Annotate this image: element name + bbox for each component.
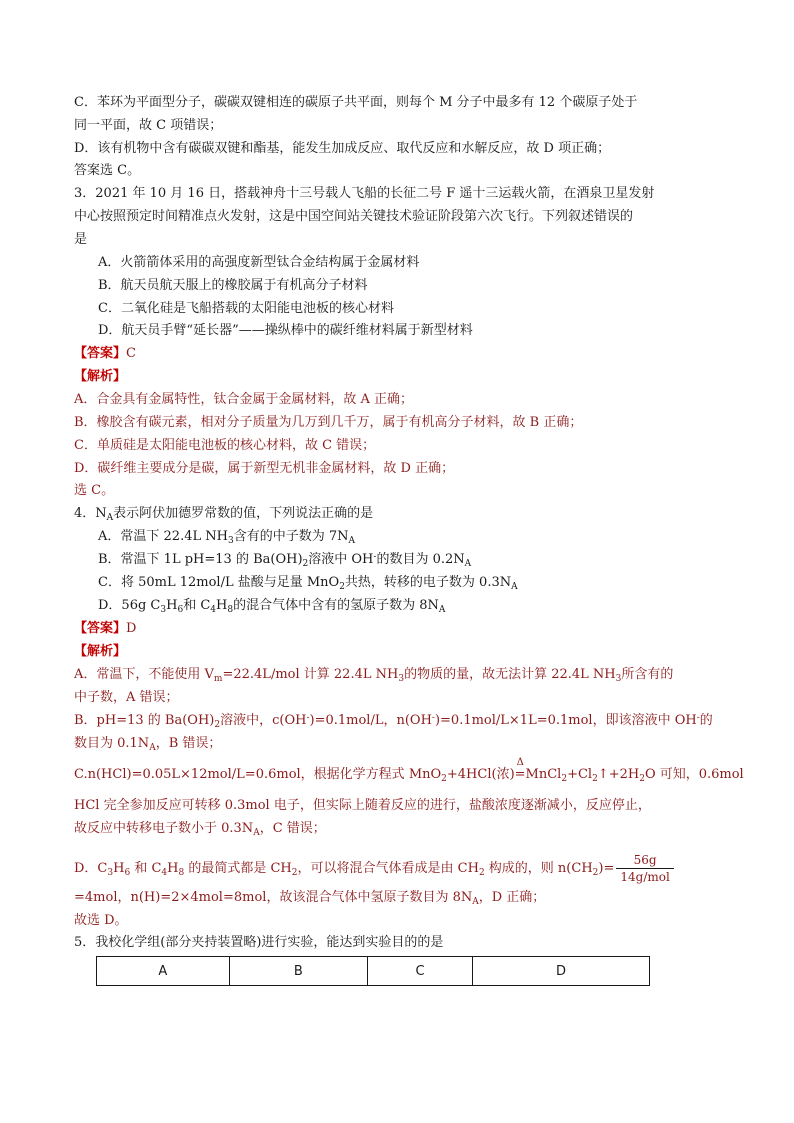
question-3-stem: 3．2021 年 10 月 16 日，搭载神舟十三号载人飞船的长征二号 F 遥十三运载火箭，在酒泉卫星发射 <box>74 186 655 201</box>
analysis-line: HCl 完全参加反应可转移 0.3mol 电子，但实际上随着反应的进行，盐酸浓度逐渐减小，反应停止， <box>74 798 651 813</box>
answer-label: 【答案】 <box>74 346 127 361</box>
table-header-cell: B <box>229 957 367 986</box>
answer-line: 答案选 C。 <box>74 163 141 178</box>
heat-symbol: Δ =MnCl <box>514 757 562 782</box>
question-4-option-b: B．常温下 1L pH=13 的 $Ba(OH)_2$溶液中 OH-的数目为 $0.2N_A$ <box>98 552 472 569</box>
question-3-stem: 中心按照预定时间精准点火发射，这是中国空间站关键技术验证阶段第六次飞行。下列叙述错误的 <box>74 209 634 224</box>
table-header-cell: C <box>367 957 472 986</box>
question-4-option-d: D．56g $C_3H_6$和 $C_4H_8$的混合气体中含有的氢原子数为 $8N_A$ <box>98 598 446 615</box>
table-header-cell: A <box>97 957 230 986</box>
analysis-line: A．常温下，不能使用 $V_m=22.4L$/mol 计算 22.4L $NH_3$的物质的量，故无法计算 22.4L $NH_3$所含有的 <box>74 667 674 684</box>
options-table <box>96 956 650 986</box>
question-3-stem: 是 <box>74 232 88 247</box>
answer-value: C <box>126 346 136 361</box>
answer-row <box>74 620 136 638</box>
answer-value: D <box>126 621 137 636</box>
analysis-mark: 【解析】 <box>74 369 127 384</box>
question-3-option-c: C．二氧化硅是飞船搭载的太阳能电池板的核心材料 <box>98 301 394 316</box>
analysis-line: 数目为 $0.1N_A$，B 错误； <box>74 736 222 753</box>
table-header-cell: D <box>473 957 650 986</box>
analysis-line: =4mol，n(H)=2×4mol=8mol，故该混合气体中氢原子数目为 $8N_A$，D 正确； <box>74 890 546 907</box>
explanation-line: D．该有机物中含有碳碳双键和酯基，能发生加成反应、取代反应和水解反应，故 D 项正确； <box>74 141 611 156</box>
analysis-conclusion: 故选 D。 <box>74 913 128 928</box>
analysis-line: 故反应中转移电子数小于 $0.3N_A$，C 错误； <box>74 821 326 838</box>
analysis-line: B．pH=13 的 $Ba(OH)_2$溶液中，c(OH-)=0.1mol/L，n(OH-)=0.1mol/L×1L=0.1mol，即该溶液中 OH-的 <box>74 713 713 730</box>
answer-row <box>74 345 136 363</box>
question-4-option-a: A．常温下 22.4L $NH_3$含有的中子数为 $7N_A$ <box>98 529 355 546</box>
question-3-option-b: B．航天员航天服上的橡胶属于有机高分子材料 <box>98 278 368 293</box>
question-4-stem: 4．$N_A$表示阿伏加德罗常数的值，下列说法正确的是 <box>74 506 374 523</box>
fraction: $\frac{56g}{\text{14g/mol}}$ <box>616 852 673 885</box>
analysis-line: C．单质硅是太阳能电池板的核心材料，故 C 错误； <box>74 438 376 453</box>
question-3-option-a: A．火箭箭体采用的高强度新型钛合金结构属于金属材料 <box>98 255 420 270</box>
question-4-option-c: C．将 50mL 12mol/L 盐酸与足量 MnO$_2$共热，转移的电子数为 $0.3N_A$ <box>98 575 518 592</box>
analysis-line: A．合金具有金属特性，钛合金属于金属材料，故 A 正确； <box>74 392 414 407</box>
question-5-stem: 5．我校化学组(部分夹持装置略)进行实验，能达到实验目的的是 <box>74 935 444 950</box>
table-header-row <box>97 957 650 986</box>
analysis-line: 中子数，A 错误； <box>74 690 179 705</box>
analysis-label <box>74 368 126 386</box>
answer-label: 【答案】 <box>74 621 127 636</box>
analysis-equation-line: C.n(HCl)=0.05L×12mol/L=0.6mol，根据化学方程式 MnO$_2$+4HCl(浓) Δ $=MnCl_2+Cl_2↑+2H_2O$ 可知，0.6mol <box>74 757 744 784</box>
analysis-line: D．碳纤维主要成分是碳，属于新型无机非金属材料，故 D 正确； <box>74 461 455 476</box>
analysis-line: D．$C_3H_6$ 和 $C_4H_8$ 的最简式都是 $CH_2$，可以将混合气体看成是由 $CH_2$ 构成的，则 $n(CH_2)=$ $\frac{56g}{\text{14g/mol}}$ <box>74 852 676 885</box>
explanation-line: 同一平面，故 C 项错误； <box>74 118 223 133</box>
question-3-option-d: D．航天员手臂“延长器”——操纵棒中的碳纤维材料属于新型材料 <box>98 323 473 338</box>
analysis-line: B．橡胶含有碳元素，相对分子质量为几万到几千万，属于有机高分子材料，故 B 正确； <box>74 415 583 430</box>
analysis-label <box>74 643 126 661</box>
explanation-line: C．苯环为平面型分子，碳碳双键相连的碳原子共平面，则每个 M 分子中最多有 12 个碳原子处于 <box>74 95 638 110</box>
analysis-conclusion: 选 C。 <box>74 483 115 498</box>
analysis-mark: 【解析】 <box>74 644 127 659</box>
